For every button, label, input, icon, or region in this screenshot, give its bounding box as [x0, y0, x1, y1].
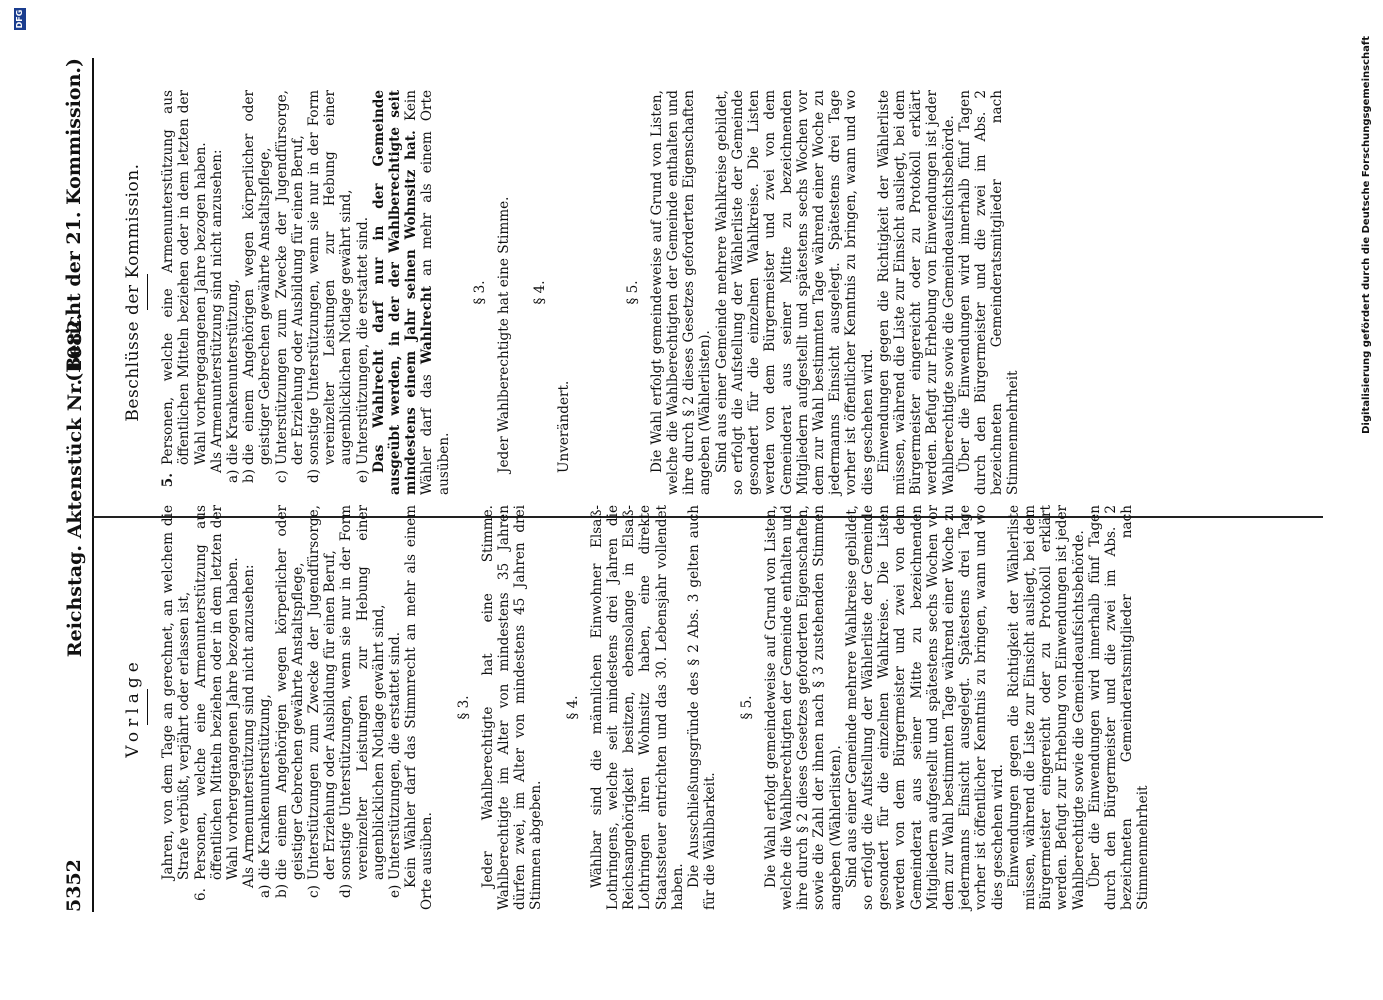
relief-label: a) — [225, 469, 242, 483]
column-vorlage — [105, 505, 1152, 910]
item-number: 6. — [192, 888, 209, 901]
relief-item — [257, 505, 273, 910]
section-text: Die Wahl erfolgt gemeindeweise auf Grund von Listen, welche die Wahlberechtigten der Gemeinde enthalten und ihre durch § 2 dieses Gesetzes geforderten Eigenschaften, sowie die Zahl der ihnen nach § 3 zustehenden Stimmen angeben (Wählerlisten). — [762, 505, 844, 910]
relief-item — [338, 505, 387, 910]
relief-text: Unterstützungen, die erstattet sind. — [354, 216, 371, 465]
relief-label: c) — [273, 470, 290, 483]
relief-list — [225, 90, 371, 495]
relief-text: Unterstützungen, die erstattet sind. — [387, 631, 404, 880]
relief-intro: Als Armenunterstützung sind nicht anzusehen: — [208, 149, 225, 473]
header-rule — [92, 58, 94, 912]
relief-item — [387, 505, 403, 910]
list-item — [160, 90, 209, 495]
relief-item — [306, 505, 338, 910]
relief-text: die einem Angehörigen wegen körperlicher oder geistiger Gebrechen gewährte Anstaltspflege, — [241, 90, 274, 465]
relief-text: die Krankenunterstützung, — [257, 694, 274, 880]
digitization-credit: Digitalisierung gefördert durch die Deutsche Forschungsgemeinschaft — [1360, 36, 1372, 434]
list-item — [193, 505, 242, 910]
relief-item — [241, 90, 273, 495]
section-text: Einwendungen gegen die Richtigkeit der Wählerliste müssen, während die Liste zur Einsicht ausliegt, bei dem Bürgermeister eingereicht oder zu Protokoll erklärt werden. Befugt zur Erhebung von Einwendungen ist jeder Wahlberechtigte sowie die Gemeindeaufsichtsbehörde. — [1005, 505, 1087, 910]
column-beschluesse — [105, 90, 1022, 495]
section-text: Die Wahl erfolgt gemeindeweise auf Grund von Listen, welche die Wahlberechtigten der Gemeinde enthalten und ihre durch § 2 dieses Gesetzes geforderten Eigenschaften angeben (Wählerlisten). — [648, 90, 714, 495]
section-text: Über die Einwendungen wird innerhalb fünf Tagen durch den Bürgermeister und die zwei im Abs. 2 bezeichneten Gemeinderatsmitglieder nach Stimmenmehrheit — [956, 90, 1022, 495]
relief-item — [274, 90, 306, 495]
relief-text: sonstige Unterstützungen, wenn sie nur in der Form vereinzelter Leistungen zur Hebung einer augenblicklichen Notlage gewährt sind, — [306, 90, 355, 465]
section-text: Einwendungen gegen die Richtigkeit der Wählerliste müssen, während die Liste zur Einsicht ausliegt, bei dem Bürgermeister eingereicht oder zu Protokoll erklärt werden. Befugt zur Erhebung von Einwendungen ist jeder Wahlberechtigte sowie die Gemeindeaufsichtsbehörde. — [875, 90, 957, 495]
section-text: Jeder Wahlberechtigte hat eine Stimme. Wahlberechtigte im Alter von mindestens 35 Jahren dürfen zwei, im Alter von mindestens 45 Jahren drei Stimmen abgeben. — [479, 505, 545, 910]
relief-item — [355, 90, 371, 495]
item-number: 5. — [160, 473, 177, 488]
section-text: Sind aus einer Gemeinde mehrere Wahlkreise gebildet, so erfolgt die Aufstellung der Wählerliste der Gemeinde gesondert für die einzelnen Wahlkreise. Die Listen werden von dem Bürgermeister und zwei von dem Gemeinderat aus seiner Mitte zu bezeichnenden Mitgliedern aufgestellt und spätestens sechs Wochen vor dem zur Wahl bestimmten Tage während einer Woche zu jedermanns Einsicht ausgelegt. Spätestens drei Tage vorher ist öffentlicher Kenntnis zu bringen, wann und wo dies geschehen wird. — [713, 90, 876, 495]
relief-text: sonstige Unterstützungen, wenn sie nur in der Form vereinzelter Leistungen zur Hebung einer augenblicklichen Notlage gewährt sind, — [338, 505, 387, 880]
section-text: Die Ausschließungsgründe des § 2 Abs. 3 gelten auch für die Wählbarkeit. — [686, 505, 719, 910]
section-heading: § 5. — [738, 695, 755, 720]
relief-text: die Krankenunterstützung, — [225, 279, 242, 465]
vorlage-heading: Vorlage — [123, 657, 143, 758]
closing-text: Kein Wähler darf das Stimmrecht an mehr als einem Orte ausüben. — [403, 505, 436, 910]
section-text: Über die Einwendungen wird innerhalb fünf Tagen durch den Bürgermeister und die zwei im Abs. 2 bezeichneten Gemeinderatsmitglieder nach Stimmenmehrheit — [1086, 505, 1152, 910]
relief-intro: Als Armenunterstützung sind nicht anzusehen: — [241, 564, 258, 888]
section-text: Sind aus einer Gemeinde mehrere Wahlkreise gebildet, so erfolgt die Aufstellung der Wählerliste der Gemeinde gesondert für die einzelnen Wahlkreise. Die Listen werden von dem Bürgermeister und zwei von dem Gemeinderat aus seiner Mitte zu bezeichnenden Mitgliedern aufgestellt und spätestens sechs Wochen vor dem zur Wahl bestimmten Tage während einer Woche zu jedermanns Einsicht ausgelegt. Spätestens drei Tage vorher ist öffentlicher Kenntnis zu bringen, wann und wo dies geschehen wird. — [843, 505, 1006, 910]
page-header — [60, 58, 94, 912]
relief-label: b) — [273, 883, 290, 898]
commission-report-label: (Bericht der 21. Kommission.) — [63, 58, 85, 382]
relief-label: b) — [241, 468, 258, 483]
beschluesse-heading: Beschlüsse der Kommission. — [123, 163, 143, 422]
item-text: Personen, welche eine Armenunterstützung aus öffentlichen Mitteln beziehen oder in dem letzten der Wahl vorhergegangenen Jahre bezogen haben. — [192, 505, 242, 880]
dfg-logo: DFG — [15, 9, 24, 29]
list-item — [160, 505, 192, 910]
relief-item — [274, 505, 306, 910]
section-text: Jeder Wahlberechtigte hat eine Stimme. — [496, 196, 513, 473]
relief-item — [306, 90, 355, 495]
relief-label: d) — [338, 883, 355, 898]
document-title: Reichstag. Aktenstück Nr. 1082. — [64, 312, 86, 658]
heading-divider — [147, 690, 148, 726]
relief-label: e) — [387, 884, 404, 898]
section-text: Wählbar sind die männlichen Einwohner Elsaß-Lothringens, welche seit mindestens drei Jahren die Reichsangehörigkeit besitzen, ebensolange in Elsaß-Lothringen ihren Wohnsitz haben, eine direkte Staatssteuer entrichten und das 30. Lebensjahr vollendet haben. — [588, 505, 686, 910]
closing-text: Das Wahlrecht darf nur in der Gemeinde ausgeübt werden, in der der Wahlberechtigte seit mindestens einem Jahr seinen Wohnsitz hat. Kein Wähler darf das Wahlrecht an mehr als einem Orte ausüben. — [370, 90, 452, 495]
relief-label: d) — [306, 468, 323, 483]
closing-bold: Das Wahlrecht darf nur in der Gemeinde ausgeübt werden, in der der Wahlberechtigte seit mindestens einem Jahr seinen Wohnsitz hat. — [370, 90, 420, 495]
section-heading: § 4. — [564, 695, 581, 720]
intro-text: Jahren, von dem Tage an gerechnet, an welchem die Strafe verbüßt, verjährt oder erlassen ist, — [160, 505, 193, 880]
section-heading: § 3. — [471, 280, 488, 305]
relief-label: c) — [306, 885, 323, 898]
heading-divider — [147, 275, 148, 311]
relief-item — [225, 90, 241, 495]
relief-label: a) — [257, 884, 274, 898]
relief-text: die einem Angehörigen wegen körperlicher oder geistiger Gebrechen gewährte Anstaltspflege, — [273, 505, 306, 880]
section-text: Unverändert. — [556, 380, 573, 473]
section-heading: § 5. — [624, 280, 641, 305]
section-heading: § 3. — [455, 695, 472, 720]
item-text: Personen, welche eine Armenunterstützung aus öffentlichen Mitteln beziehen oder in dem letzten der Wahl vorhergegangenen Jahre bezogen haben. — [160, 90, 209, 465]
relief-label: e) — [354, 469, 371, 483]
relief-text: Unterstützungen zum Zwecke der Jugendfürsorge, der Erziehung oder Ausbildung für einen Beruf, — [273, 90, 306, 465]
page-number: 5352 — [63, 859, 85, 912]
relief-list — [257, 505, 403, 910]
section-heading: § 4. — [532, 280, 549, 305]
relief-text: Unterstützungen zum Zwecke der Jugendfürsorge, der Erziehung oder Ausbildung für einen Beruf, — [306, 505, 339, 880]
